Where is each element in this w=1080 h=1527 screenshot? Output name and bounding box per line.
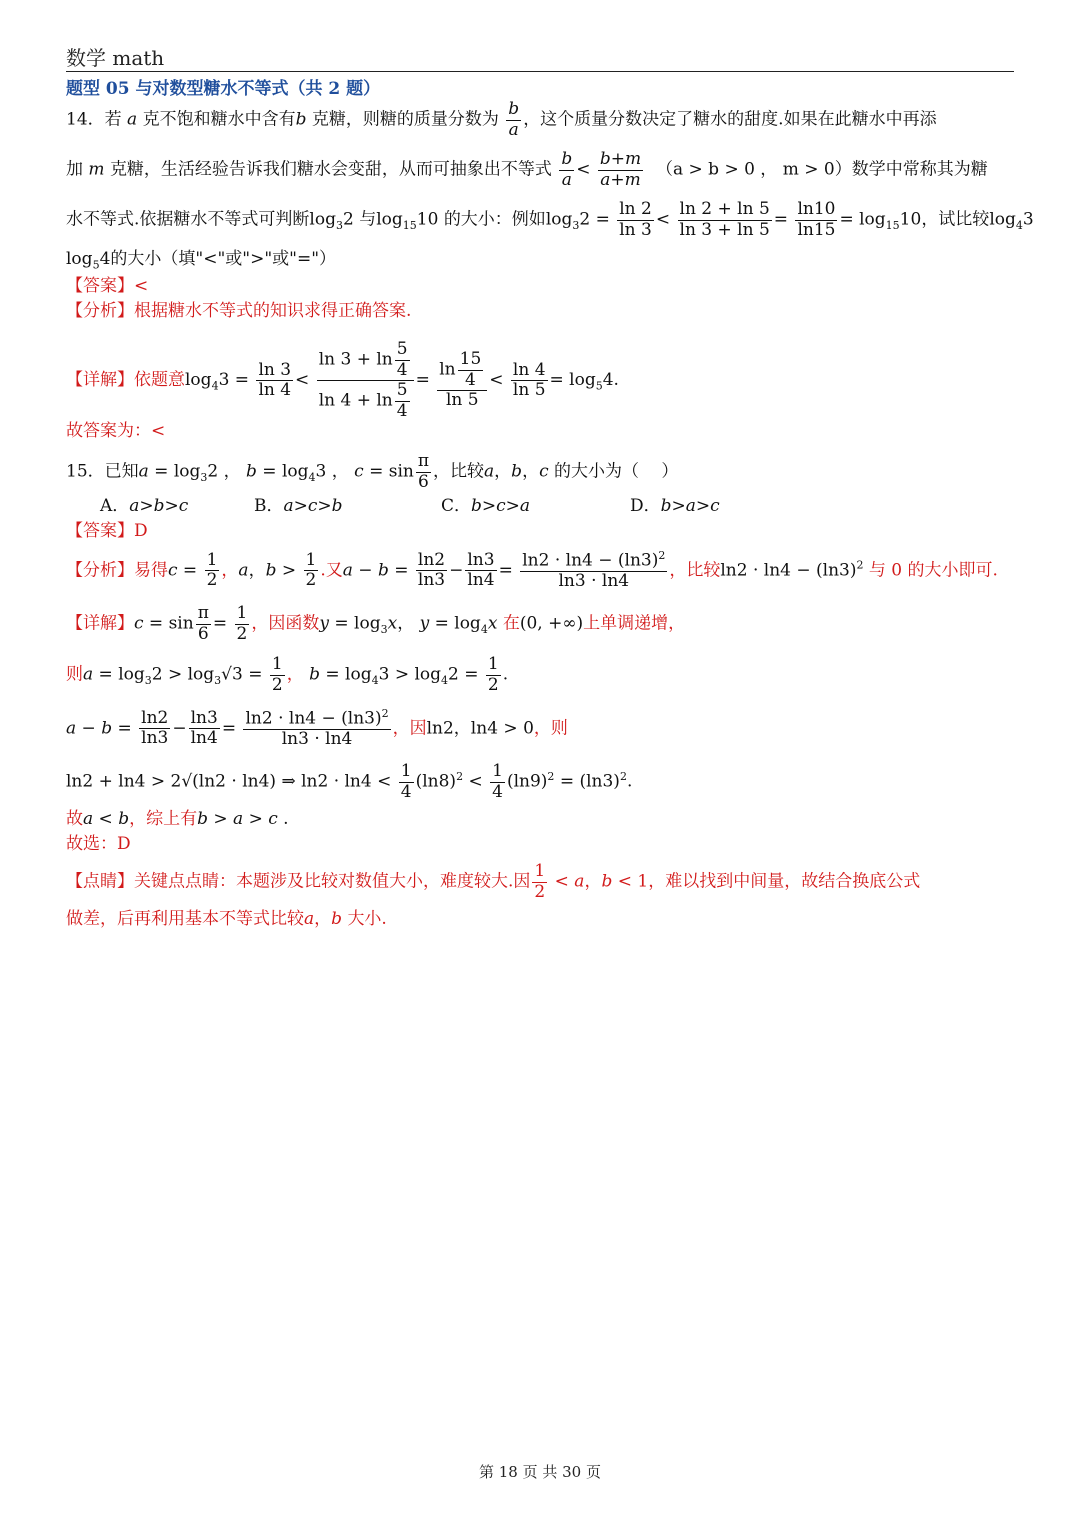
q14-answer: 【答案】< — [66, 276, 149, 296]
option-d[interactable]: D．b>a>c — [630, 496, 720, 516]
q15-detail-2: 则$a = \log_32 > \log_3√3$ = $\frac{1}{2}$ ， $b = \log_43 > \log_42$ = $\frac{1}{2}$ . — [66, 654, 509, 695]
q15-point-2: 做差，后再利用基本不等式比较a，b 大小. — [66, 909, 387, 929]
q15-therefore: 故a < b，综上有b > a > c . — [66, 809, 289, 829]
q14-line-1: 14．若 a 克不饱和糖水中含有b 克糖，则糖的质量分数为 $\frac{b}{a}$ ，这个质量分数决定了糖水的甜度.如果在此糖水中再添 — [66, 99, 937, 140]
fraction-b-over-a: $\frac{b}{a}$ — [508, 99, 520, 140]
page-footer: 第 18 页 共 30 页 — [478, 1463, 601, 1481]
q14-detail: 【详解】依题意$\log_43$ = $\frac{\ln 3}{\ln 4}$ < ln 3 + ln $\frac{5}{4}$ ln 4 + ln $\frac{5}{4}$ = ln $\frac{15}{4}$ ln 5 < $\frac{\ln 4}{\ln 5}$ = $\log_54$. — [66, 339, 619, 421]
section-title: 题型 05 与对数型糖水不等式（共 2 题） — [66, 79, 381, 99]
q15-point: 【点睛】关键点点睛：本题涉及比较对数值大小，难度较大.因 $\frac{1}{2}$ < a，b < 1，难以找到中间量，故结合换底公式 — [66, 861, 921, 902]
q15-choose: 故选：D — [66, 834, 131, 854]
q15-answer: 【答案】D — [66, 521, 148, 541]
q15-detail-3: a − b = $\frac{\ln 2}{\ln 3}$ − $\frac{\ln 3}{\ln 4}$ = $\frac{\ln 2 \cdot \ln 4 - (\ln 3)^2}{\ln 3 \cdot \ln 4}$ ，因ln2，ln4 > 0，则 — [66, 707, 568, 750]
q15-detail-4: ln2 + ln4 > 2√(ln2 · ln4) ⇒ ln2 · ln4 < $\frac{1}{4}$ $(\ln 8)^2$ < $\frac{1}{4}$ $(\ln 9)^2 = (\ln 3)^2$. — [66, 761, 633, 802]
q14-line-3: 水不等式.依据糖水不等式可判断$\log_32$ 与$\log_{15}10$ 的大小：例如$\log_32$ = $\frac{\ln 2}{\ln 3}$ < $\frac{\ln 2 + \ln 5}{\ln 3 + \ln 5}$ = $\frac{\ln 10}{\ln 15}$ = $\log_{15}10$，试比较$\log_43$ — [66, 199, 1034, 240]
q14-line-2: 加 m 克糖，生活经验告诉我们糖水会变甜，从而可抽象出不等式 $\frac{b}{a}$ < $\frac{b+m}{a+m}$ （a > b > 0 ， m > 0）数学中常称其为糖 — [66, 149, 988, 190]
header-title: 数学 math — [66, 46, 165, 70]
q15-analysis: 【分析】易得c = $\frac{1}{2}$ ，a，b > $\frac{1}{2}$ .又a − b = $\frac{\ln 2}{\ln 3}$ − $\frac{\ln 3}{\ln 4}$ = $\frac{\ln 2 \cdot \ln 4 - (\ln 3)^2}{\ln 3 \cdot \ln 4}$ ，比较$\ln 2 \cdot \ln 4 - (\ln 3)^2$ 与 0 的大小即可. — [66, 549, 998, 592]
header-rule — [66, 71, 1014, 72]
q14-line-4: $\log_54$的大小（填"<"或">"或"="） — [66, 249, 337, 272]
q15-detail: 【详解】c = sin $\frac{\pi}{6}$ = $\frac{1}{2}$ ，因函数$y = \log_3x$， $y = \log_4x$ 在(0, +∞)上单调递增， — [66, 603, 686, 644]
option-a[interactable]: A．a>b>c — [100, 496, 189, 516]
q15-stem: 15．已知$a = \log_32$ ， $b = \log_43$ ， c = sin $\frac{\pi}{6}$ ，比较a，b，c 的大小为（ ） — [66, 451, 679, 492]
option-c[interactable]: C．b>c>a — [441, 496, 531, 516]
option-b[interactable]: B．a>c>b — [254, 496, 343, 516]
q14-analysis: 【分析】根据糖水不等式的知识求得正确答案. — [66, 301, 412, 321]
q14-conclusion: 故答案为：< — [66, 421, 166, 441]
